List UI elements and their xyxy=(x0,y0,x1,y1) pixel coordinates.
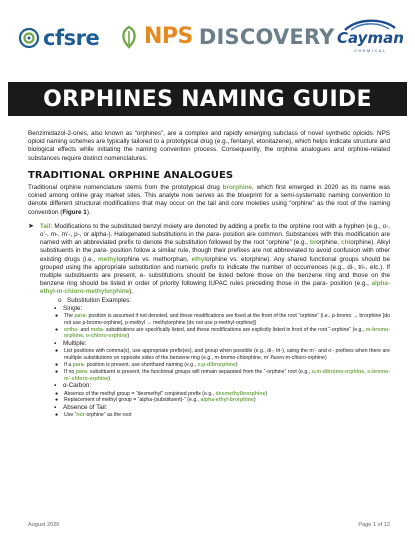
text-span: ). xyxy=(86,208,91,216)
text-span: , xyxy=(83,333,86,340)
list-item xyxy=(55,348,390,362)
arrow-bullet-icon: ➤ xyxy=(28,222,34,230)
title-banner xyxy=(8,82,407,116)
dot-bullet-icon: ● xyxy=(55,390,59,397)
highlight-brorphine: brorphine xyxy=(222,184,253,192)
dot-bullet-icon: ● xyxy=(55,313,59,320)
footer-date: August 2026 xyxy=(28,522,60,528)
highlight-span: o-chloro-orphine xyxy=(85,333,128,340)
list-item xyxy=(55,362,390,369)
circle-bullet-icon: o xyxy=(58,296,62,304)
list-item xyxy=(58,297,390,305)
text-span: Use “ xyxy=(64,412,77,419)
section-heading: TRADITIONAL ORPHINE ANALOGUES xyxy=(28,169,234,181)
text-span: para- xyxy=(206,231,222,239)
highlight-span: desmethylbrorphine xyxy=(215,390,266,397)
text-span: para- xyxy=(93,247,109,255)
document-body xyxy=(28,130,390,419)
text-span: ). xyxy=(129,288,134,296)
dot-bullet-icon: ● xyxy=(55,412,59,419)
text-span: orphine, xyxy=(316,239,342,247)
dot-bullet-icon: ● xyxy=(55,397,59,404)
multiple-label: Multiple: xyxy=(63,340,87,348)
list-item xyxy=(55,369,390,383)
text-span: position follow a similar rule, though their prefixes are not abbreviated to avoid confusion with other existing drugs (i.e., xyxy=(40,247,390,263)
examples-list xyxy=(40,297,390,305)
cayman-logo xyxy=(337,18,404,53)
highlight-span: o-bromo-m’-chloro-orphine xyxy=(64,368,390,382)
highlight-span: m-bromo-orphine xyxy=(64,326,390,340)
text-span: , which first emerged in 2020 as its name was coined among online gray market sites. This analyte now serves as the blueprint for a semi-systematic naming convention to denote different structural modifications that may occur on the tail and core moieties using “orphine” as the root of the naming convention ( xyxy=(28,184,390,216)
text-span: orphine vs. etorphine). Any shared functional groups should be grouped using the appropriate substitution and numeric prefix to indicate the number of occurrences (e.g., di-, tri-, etc.). If multiple substituents are present, e- substitutions should be listed before those on the benzene ring and those on the benzene ring should be listed in order of priority following IUPAC rules preceding those in the xyxy=(40,255,391,288)
cfsre-logo xyxy=(18,26,99,50)
tail-paragraph xyxy=(40,223,390,297)
logo-bar xyxy=(0,14,415,66)
absence-list xyxy=(40,404,390,412)
text-span: orphine” as the root xyxy=(86,412,132,419)
page-title: ORPHINES NAMING GUIDE xyxy=(43,86,372,112)
highlight-span: methyl xyxy=(98,255,119,263)
cayman-subtitle: CHEMICAL xyxy=(354,48,387,53)
highlight-span: meta- xyxy=(90,326,105,333)
single-sublist xyxy=(40,313,390,340)
square-bullet-icon: ▪ xyxy=(54,382,57,390)
text-span: ) xyxy=(235,362,238,369)
list-item xyxy=(55,313,390,327)
absence-label: Absence of Tail: xyxy=(63,404,108,412)
text-span: Traditional orphine nomenclature stems from the prototypical drug xyxy=(28,184,223,192)
dot-bullet-icon: ● xyxy=(55,348,59,355)
text-span: Modifications to the substituted benzyl moiety are denoted by adding a prefix to the orphine root with a hyphen (e.g., o-, o’-, m-, m’-, p-, or alpha-). Halogenated substitutions in the xyxy=(40,222,390,239)
page-footer xyxy=(28,522,390,528)
tail-label: Tail: xyxy=(40,222,53,230)
single-label: Single: xyxy=(63,304,83,312)
text-span: ) xyxy=(253,397,256,404)
section-paragraph xyxy=(28,184,390,217)
acarbon-sublist xyxy=(40,391,390,405)
cfsre-emblem-icon xyxy=(18,27,40,49)
text-span: orphine). Alkyl substituents in the xyxy=(40,239,390,255)
highlight-span: o,p-dibrorphine xyxy=(197,362,236,369)
tail-bullet-body xyxy=(40,223,390,419)
list-item xyxy=(54,340,390,348)
discovery-wordmark: DISCOVERY xyxy=(198,24,335,49)
highlight-span: chl xyxy=(341,239,351,247)
square-bullet-icon: ▪ xyxy=(54,404,57,412)
text-span: The xyxy=(64,313,75,320)
square-bullet-icon: ▪ xyxy=(54,304,57,312)
highlight-span: nor- xyxy=(76,412,87,419)
text-span: Replacement of methyl group = “alpha-(substituent)-” (e.g., xyxy=(64,397,201,404)
figure-reference: Figure 1 xyxy=(62,208,87,216)
list-item xyxy=(54,404,390,412)
multiple-list xyxy=(40,340,390,348)
nps-discovery-logo xyxy=(118,24,335,49)
list-item xyxy=(55,412,390,419)
dot-bullet-icon: ● xyxy=(55,326,59,333)
text-span: List positions with comma(s), use appropriate prefix(es), and group when possible (e.g., di-, tri-), using the m’- and o’- prefixes when there are multiple substitutions on opposite sides of the benzene ring (e.g., m-bromo-chlorphine, m’-fluoro-m-chloro-orphine) xyxy=(64,348,390,362)
list-item xyxy=(55,327,390,341)
intro-paragraph: Benzimidazol-2-ones, also known as “orphines”, are a complex and rapidly emerging subclass of novel synthetic opioids. NPS opioid naming schemes are typically tailored to a prototypical drug (e.g., fentanyl, etonitazene), which helps indicate structure and biological effects while initiating the naming convention process. Consequently, the orphine analogues and orphine-related substances require distinct nomenclatures. xyxy=(28,130,390,162)
highlight-span: ethyl xyxy=(191,255,207,263)
absence-sublist xyxy=(40,412,390,419)
text-span: substitutions are specifically listed, and these modifications are explicitly listed in front of the root “-orphine” (e.g., xyxy=(104,326,366,333)
dot-bullet-icon: ● xyxy=(55,368,59,375)
text-span: If a xyxy=(64,362,73,369)
highlight-span: o,m-dibromo-orphine xyxy=(311,368,365,375)
highlight-span: alpha-ethyl-brorphine xyxy=(200,397,254,404)
list-item xyxy=(54,305,390,313)
acarbon-list xyxy=(40,382,390,390)
text-span: ) xyxy=(108,375,111,382)
highlight-span: para- xyxy=(75,368,89,375)
list-item xyxy=(55,397,390,404)
nps-leaf-icon xyxy=(118,25,140,49)
footer-page-number: Page 1 of 12 xyxy=(358,522,390,528)
square-bullet-icon: ▪ xyxy=(54,340,57,348)
text-span: position is present, use shorthand naming (e.g., xyxy=(85,362,198,369)
text-span: If no xyxy=(64,368,76,375)
text-span: ) xyxy=(265,390,268,397)
highlight-span: br xyxy=(309,239,317,247)
single-list xyxy=(40,305,390,313)
dot-bullet-icon: ● xyxy=(55,362,59,369)
text-span: position are common. Substances with this modification are named with an abbreviated prefix to denote the substitution followed by the root “orphine” (e.g., xyxy=(40,231,390,247)
text-span: , xyxy=(364,368,368,375)
text-span: position is assumed if not denoted, and these modifications are fixed at the front of the root “orphine” (i.e., p-bromo → brorphine [do not use p-bromo-orphine], p-methyl → methylorphine [do not use p-methyl-orphine]) xyxy=(64,313,390,326)
text-span: ) xyxy=(127,333,130,340)
text-span: substituent is present, the functional groups will remain separated from the “-orphine” root (e.g., xyxy=(88,368,312,375)
highlight-span: alpha-ethyl-m-chloro-methylorphine xyxy=(40,280,390,296)
text-span: orphine vs. methorphan, xyxy=(118,255,192,263)
highlight-span: para- xyxy=(74,313,88,320)
text-span: Absence of the methyl group = “desmethyl” conjoined prefix (e.g., xyxy=(64,390,216,397)
cfsre-wordmark: cfsre xyxy=(43,26,100,50)
text-span: position (e.g., xyxy=(327,280,372,288)
text-span: and xyxy=(78,326,91,333)
list-item xyxy=(55,391,390,398)
highlight-span: para- xyxy=(72,362,86,369)
cayman-wordmark: Cayman xyxy=(337,29,404,47)
nps-wordmark: NPS xyxy=(144,24,193,49)
multiple-sublist xyxy=(40,348,390,382)
acarbon-label: α-Carbon: xyxy=(63,382,92,390)
list-item xyxy=(54,382,390,390)
examples-heading: Substitution Examples: xyxy=(67,296,132,304)
tail-bullet xyxy=(28,223,390,419)
highlight-span: ortho- xyxy=(64,326,79,333)
text-span: para- xyxy=(313,280,328,288)
